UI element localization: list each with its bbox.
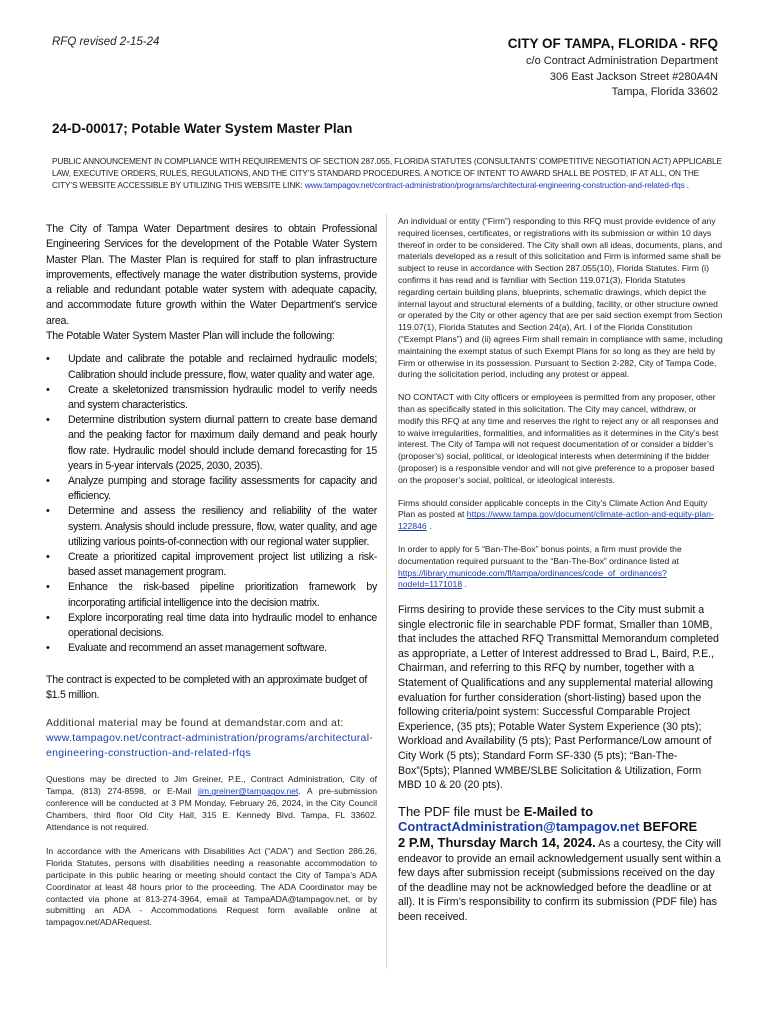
list-item: • Create a prioritized capital improvement project list utilizing a risk-based asset management program. (46, 551, 377, 579)
announcement-end: . (684, 180, 689, 190)
climate-plan-link[interactable]: https://www.tampa.gov/document/climate-action-and-equity-plan-122846 (398, 509, 714, 532)
bullet-icon: • (46, 611, 50, 624)
document-title: 24-D-00017; Potable Water System Master Plan (52, 121, 353, 136)
scope-list (46, 352, 377, 656)
list-item: • Evaluate and recommend an asset management software. (46, 641, 377, 656)
address-line: Tampa, Florida 33602 (611, 86, 718, 98)
list-item: • Enhance the risk-based pipeline prioritization framework by incorporating artificial intelligence into the decision matrix. (46, 581, 377, 609)
ordinance-link[interactable]: https://library.municode.com/fl/tampa/ordinances/code_of_ordinances?nodeId=1171018 (398, 567, 667, 590)
list-item: • Update and calibrate the potable and reclaimed hydraulic models; Calibration should include pressure, flow, water quality and water age. (46, 353, 377, 381)
questions-paragraph: Questions may be directed to Jim Greiner, P.E., Contract Administration, City of Tampa, (813) 274-8598, or E-Mail jim.greiner@tampagov.net. A pre-submission conference will be conducted at 3 PM Monday, February 26, 2024, in the City Council Chambers, third floor Old City Hall, 315 E. Kennedy Blvd. Tampa, FL 33602. Attendance is not required. (46, 774, 377, 832)
climate-paragraph: Firms should consider applicable concepts in the City’s Climate Action And Equity Plan as posted at https://www.tampa.gov/document/climate-action-and-equity-plan-122846 . (398, 497, 714, 532)
ada-paragraph: In accordance with the Americans with Disabilities Act (“ADA”) and Section 286.26, Florida Statutes, persons with disabilities needing a reasonable accommodation to participate in this public hearing or meeting should contact the City of Tampa’s ADA Coordinator at least 48 hours prior to the proceeding. The ADA Coordinator may be contacted via phone at 813-274-3964, email at TampaADA@tampagov.net, or by submitting an ADA - Accommodations Request form available online at tampagov.net/ADARequest. (46, 846, 377, 928)
address-block (378, 54, 718, 101)
pdf-deadline: The PDF file must be E-Mailed to ContractAdministration@tampagov.net BEFORE 2 P.M, Thursday March 14, 2024. As a courtesy, the City will endeavor to provide an email acknowledgement usually sent within a few days after submission receipt (submissions received on the day of the deadline may not be acknowledged before the deadline or at all). It is Firm’s responsibility to confirm its submission (PDF file) has been received. (398, 803, 721, 923)
submission-email-link[interactable]: ContractAdministration@tampagov.net (398, 819, 640, 835)
address-line: 306 East Jackson Street #280A4N (549, 70, 718, 83)
address-line: c/o Contract Administration Department (526, 55, 718, 67)
bullet-icon: • (46, 551, 50, 564)
city-title: CITY OF TAMPA, FLORIDA - RFQ (507, 36, 718, 51)
no-contact-paragraph: NO CONTACT with City officers or employees is permitted from any proposer, other than as specifically stated in this solicitation. The City may cancel, withdraw, or modify this RFQ at any time and reserves the right to reject any or all responses and to waive irregularities, formalities, and informalities as it determines in the City’s best interest. The City of Tampa will not request documentation of or consider a bidder’s (proposer’s) social, political, or ideological interests when determining if the bidder (proposer) is a responsible vendor and will not give preference to a proposer based on the proposer’s social, political, or ideological interests. (398, 392, 719, 485)
bullet-icon: • (46, 642, 50, 655)
submission-requirements: Firms desiring to provide these services to the City must submit a single electronic file in searchable PDF format, Smaller than 10MB, that includes the attached RFQ Transmittal Memorandum completed as appropriate, a Letter of Interest addressed to Brad L, Baird, P.E., Chairman, and referring to this RFQ by number, together with a Statement of Qualifications and any supplemental material allowing evaluation for further consideration (short-listing) based upon the following criteria/point system: Successful Comparable Project Experience, (35 pts); Potable Water System Experience (30 pts); Workload and Availability (5 pts); Past Performance/Low amount of City Work (5 pts); Standard Form SF-330 (5 pts); “Ban-The-Box”(5pts); Planned WMBE/SLBE Solicitation & Utilization, Form MBD 10 & 20 (20 pts). (398, 604, 719, 792)
revision-note: RFQ revised 2-15-24 (52, 36, 160, 48)
bullet-icon: • (46, 353, 50, 366)
additional-text: Additional material may be found at demandstar.com and at: (46, 717, 344, 730)
list-item: • Create a skeletonized transmission hydraulic model to verify needs and system characteristics. (46, 383, 377, 411)
intro-list-lead: The Potable Water System Master Plan will include the following: (46, 330, 335, 343)
announcement-link[interactable]: www.tampagov.net/contract-administration/programs/architectural-engineering-construction-and-related-rfqs (304, 180, 685, 190)
ban-the-box-paragraph: In order to apply for 5 “Ban-The-Box” bonus points, a firm must provide the documentation required pursuant to the “Ban-The-Box” ordinance listed at https://library.municode.com/fl/tampa/ordinances/code_of_ordinances?nodeId=1171018 . (398, 543, 682, 590)
bullet-icon: • (46, 475, 50, 487)
additional-material (46, 716, 377, 761)
public-announcement (52, 155, 722, 191)
bullet-icon: • (46, 505, 50, 518)
list-item: • Determine distribution system diurnal pattern to create base demand and the peaking factor for maximum daily demand and peak hourly flow rate. Hydraulic model should include demand forecasting for 15 years in 5-year intervals (2025, 2030, 2035). (46, 414, 377, 472)
column-divider (386, 214, 387, 969)
list-item: • Explore incorporating real time data into hydraulic model to enhance operational decisions. (46, 611, 377, 640)
bullet-icon: • (46, 414, 50, 427)
left-column (46, 222, 377, 929)
deadline-date: 2 P.M, Thursday March 14, 2024. (398, 835, 596, 851)
bullet-icon: • (46, 581, 50, 594)
contract-budget: The contract is expected to be completed with an approximate budget of $1.5 million. (46, 674, 368, 702)
city-header (378, 36, 718, 101)
bullet-icon: • (46, 383, 50, 396)
intro-paragraph: The City of Tampa Water Department desires to obtain Professional Engineering Services for the development of the Potable Water System Master Plan. The Master Plan is required for staff to plan infrastructure improvements, effectively manage the water distribution systems, provide a reliable and redundant potable water system with adequate capacity, and accommodate future growth within the Water Department’s service area. (46, 223, 377, 327)
right-column (398, 216, 723, 925)
announcement-text: PUBLIC ANNOUNCEMENT IN COMPLIANCE WITH REQUIREMENTS OF SECTION 287.055, FLORIDA STATUTES (CONSULTANTS’ COMPETITIVE NEGOTIATION ACT) APPLICABLE LAW, EXECUTIVE ORDERS, RULES, REGULATIONS, AND THE CITY’S STANDARD PROCEDURES. A NOTICE OF INTENT TO AWARD SHALL BE POSTED, IF AT ALL, ON THE CITY’S WEBSITE ACCESSIBLE BY UTILIZING THIS WEBSITE LINK: (52, 156, 722, 190)
contact-email-link[interactable]: jim.greiner@tampagov.net (198, 786, 299, 797)
list-item: • Determine and assess the resiliency and reliability of the water system. Analysis should include pressure, flow, water quality, and age utilizing various points-of-connection with our regional water supplier. (46, 505, 377, 548)
list-item: • Analyze pumping and storage facility assessments for capacity and efficiency. (46, 475, 377, 503)
firm-requirements-paragraph: An individual or entity (“Firm”) responding to this RFQ must provide evidence of any required licenses, certificates, or registrations with its submission or within 10 days thereof in order to be considered. The City shall own all ideas, documents, plans, and materials developed as a result of this solicitation and Firm is informed same shall be subject to reuse in accordance with Section 287.055(10), Florida Statutes. Firm (i) confirms it has read and is familiar with Section 119.071(3), Florida Statutes regarding certain building plans, blueprints, schematic drawings, which depict the internal layout and structural elements of a building, facility, or other structure owned or operated by the City or other agency that are per said section exempt from Section 119.07(1), Florida Statutes and Section 24(a), Art. I of the Florida Constitution (“Exempt Plans”) and (ii) agrees Firm shall remain in compliance with same, including maintaining the exempt status of such Exempt Plans for so long as they are held by Firm or otherwise in its possession. Pursuant to Section 2-282, City of Tampa Code, during the solicitation period, including any protest or appeal. (398, 216, 723, 380)
additional-link[interactable]: www.tampagov.net/contract-administration/programs/architectural-engineering-construction-and-related-rfqs (46, 732, 374, 760)
